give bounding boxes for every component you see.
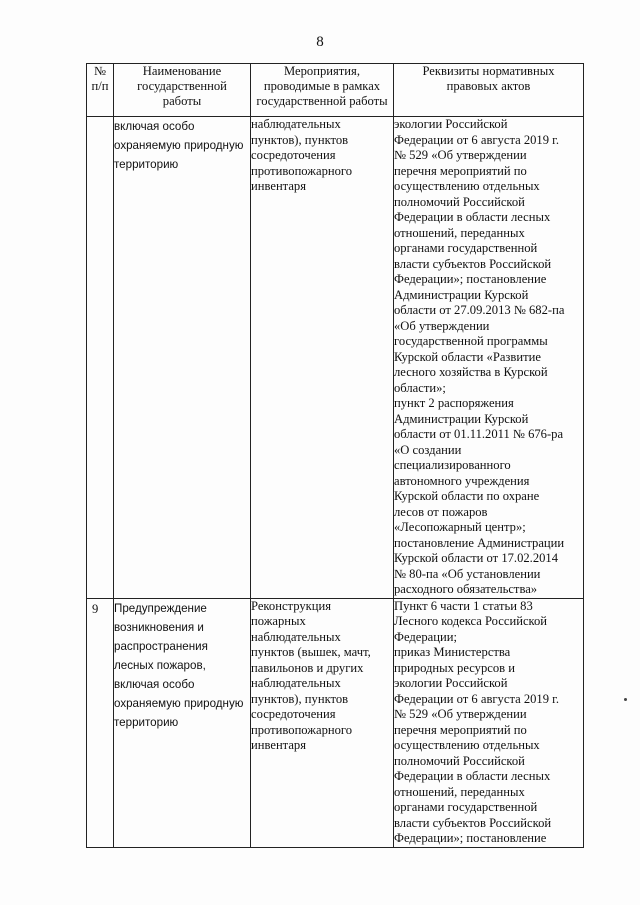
- text-line: Лесного кодекса Российской: [394, 614, 548, 628]
- text-line: отношений, переданных: [394, 784, 525, 799]
- text-line: сосредоточения: [251, 148, 336, 162]
- cell-measures: [251, 598, 394, 847]
- text-line: наблюдательных: [251, 117, 341, 131]
- cell-work-name: [114, 598, 251, 847]
- header-work-name: Наименование государственной работы: [114, 64, 251, 117]
- text-line: расходного обязательства»: [394, 582, 538, 596]
- text-line: полномочий Российской: [394, 194, 525, 209]
- text-line: Администрации Курской: [394, 287, 529, 302]
- text-line: Федерации;: [394, 629, 457, 644]
- text-line: «Об утверждении: [394, 318, 490, 333]
- text-line: Федерации в области лесных: [394, 210, 551, 224]
- text-line: Федерации от 6 августа 2019 г.: [394, 691, 560, 706]
- text-line: инвентаря: [251, 738, 307, 752]
- text-line: Федерации»; постановление: [394, 831, 547, 845]
- cell-number: [87, 117, 114, 599]
- text-line: Курской области «Развитие: [394, 349, 541, 364]
- text-line: экологии Российской: [394, 117, 508, 131]
- table-row: [87, 598, 584, 847]
- text-line: противопожарного: [251, 163, 353, 178]
- table-header-row: [87, 64, 584, 117]
- text-line: органами государственной: [394, 800, 538, 814]
- text-line: включая особо: [114, 120, 195, 133]
- text-line: инвентаря: [251, 179, 307, 193]
- text-line: области»;: [394, 380, 446, 395]
- text-line: Федерации от 6 августа 2019 г.: [394, 132, 560, 147]
- text-line: распространения: [114, 639, 208, 653]
- document-table: [86, 63, 584, 848]
- text-line: лесных пожаров,: [114, 658, 206, 672]
- text-line: Предупреждение: [114, 601, 207, 615]
- text-line: № 80-па «Об установлении: [394, 566, 541, 581]
- text-line: охраняемую природную: [114, 696, 244, 710]
- text-line: власти субъектов Российской: [394, 256, 552, 271]
- cell-work-name: [114, 117, 251, 599]
- text-line: области от 27.09.2013 № 682-па: [394, 303, 565, 317]
- cell-legal-acts: [394, 598, 584, 847]
- text-line: специализированного: [394, 458, 511, 472]
- text-line: государственной программы: [394, 334, 548, 348]
- text-line: территорию: [114, 715, 179, 729]
- text-line: осуществлению отдельных: [394, 738, 540, 752]
- text-line: «О создании: [394, 442, 462, 457]
- text-line: постановление Администрации: [394, 535, 565, 550]
- text-line: Федерации в области лесных: [394, 769, 551, 783]
- text-line: Пункт 6 части 1 статьи 83: [394, 598, 533, 613]
- header-measures: Мероприятия, проводимые в рамках государственной работы: [251, 64, 394, 117]
- text-line: природных ресурсов и: [394, 660, 515, 675]
- cell-number: 9: [87, 598, 114, 847]
- text-line: пунктов (вышек, мачт,: [251, 645, 371, 659]
- text-line: пунктов), пунктов: [251, 132, 349, 147]
- text-line: перечня мероприятий по: [394, 163, 527, 178]
- cell-legal-acts: [394, 117, 584, 599]
- text-line: области от 01.11.2011 № 676-ра: [394, 427, 564, 441]
- text-line: автономного учреждения: [394, 473, 530, 488]
- text-line: власти субъектов Российской: [394, 815, 552, 830]
- text-line: наблюдательных: [251, 676, 341, 690]
- text-line: пожарных: [251, 614, 306, 628]
- text-line: осуществлению отдельных: [394, 179, 540, 193]
- text-line: лесного хозяйства в Курской: [394, 365, 548, 379]
- text-line: Реконструкция: [251, 598, 332, 613]
- text-line: экологии Российской: [394, 676, 508, 690]
- text-line: территорию: [114, 158, 179, 171]
- text-line: охраняемую природную: [114, 139, 244, 152]
- text-line: пункт 2 распоряжения: [394, 396, 514, 410]
- text-line: наблюдательных: [251, 629, 341, 644]
- text-line: противопожарного: [251, 722, 353, 737]
- text-line: № 529 «Об утверждении: [394, 707, 527, 721]
- page-number: 8: [316, 34, 324, 50]
- text-line: Администрации Курской: [394, 411, 529, 426]
- text-line: Федерации»; постановление: [394, 272, 547, 286]
- text-line: павильонов и других: [251, 660, 364, 675]
- text-line: пунктов), пунктов: [251, 691, 349, 706]
- text-line: органами государственной: [394, 241, 538, 255]
- cell-measures: [251, 117, 394, 599]
- text-line: № 529 «Об утверждении: [394, 148, 527, 162]
- scan-speck: [624, 698, 627, 701]
- text-line: отношений, переданных: [394, 225, 525, 240]
- text-line: перечня мероприятий по: [394, 722, 527, 737]
- text-line: включая особо: [114, 677, 195, 691]
- header-legal-acts: Реквизиты нормативных правовых актов: [394, 64, 584, 117]
- text-line: полномочий Российской: [394, 753, 525, 768]
- header-number: № п/п: [87, 64, 114, 117]
- text-line: возникновения и: [114, 620, 204, 634]
- table-row: [87, 117, 584, 599]
- text-line: приказ Министерства: [394, 645, 511, 659]
- text-line: сосредоточения: [251, 707, 336, 721]
- text-line: Курской области по охране: [394, 489, 540, 503]
- text-line: «Лесопожарный центр»;: [394, 520, 526, 534]
- text-line: Курской области от 17.02.2014: [394, 551, 559, 565]
- text-line: лесов от пожаров: [394, 504, 488, 519]
